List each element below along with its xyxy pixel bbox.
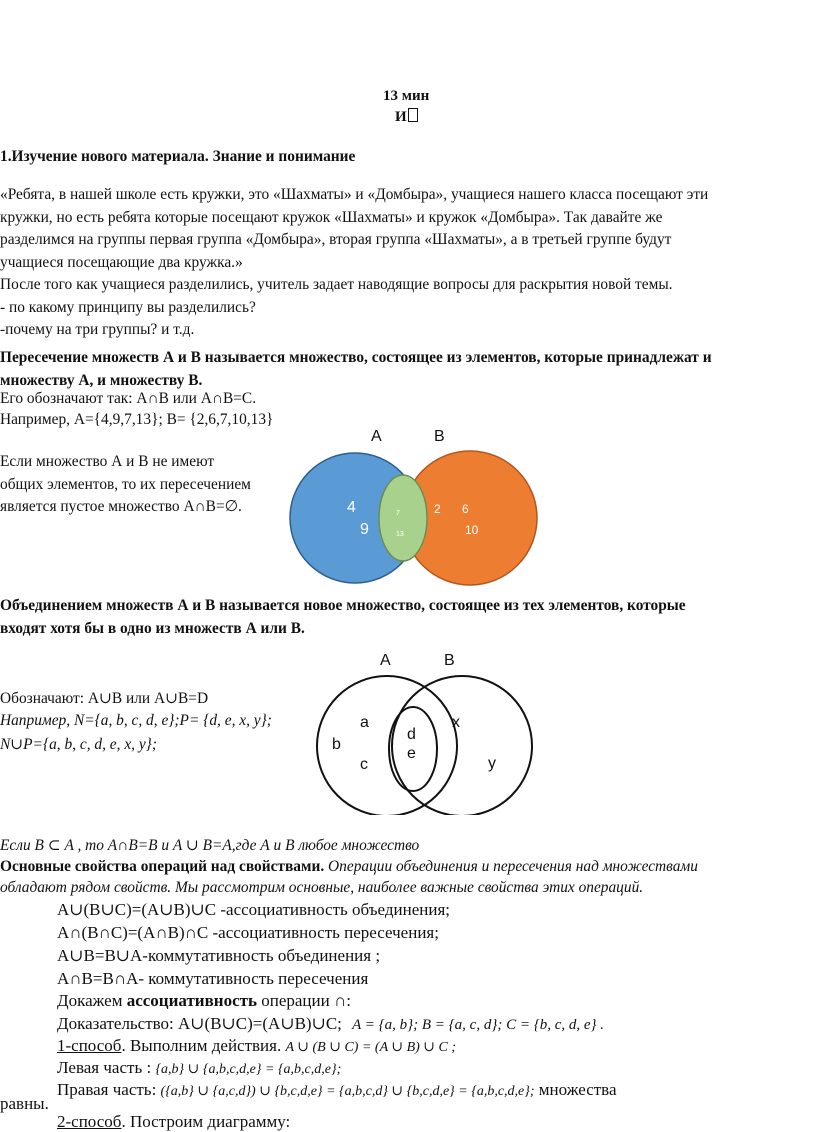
property-item: A∪(B∪C)=(A∪B)∪C -ассоциативность объединения; bbox=[57, 900, 450, 919]
element-e: e bbox=[407, 745, 416, 762]
intro-line: - по какому принципу вы разделились? bbox=[0, 298, 256, 316]
element-x: x bbox=[452, 714, 460, 731]
intro-line: учащиеся посещающие два кружка.» bbox=[0, 253, 243, 271]
element-6: 6 bbox=[462, 502, 469, 516]
properties-intro: Операции объединения и пересечения над множествами bbox=[324, 858, 698, 875]
set-a-label: A bbox=[371, 428, 382, 445]
duration-label: 13 мин bbox=[383, 88, 430, 104]
method-one-label: 1-способ bbox=[57, 1036, 122, 1055]
left-part-formula: {a,b} ∪ {a,b,c,d,e} = {a,b,c,d,e}; bbox=[155, 1062, 342, 1077]
intersection-example: Например, А={4,9,7,13}; В= {2,6,7,10,13} bbox=[0, 411, 274, 428]
method-two bbox=[57, 1112, 290, 1132]
element-13: 13 bbox=[396, 531, 404, 538]
definition-line: множеству А, и множеству В. bbox=[0, 371, 203, 389]
prove-keyword: ассоциативность bbox=[126, 991, 257, 1010]
left-part-label: Левая часть : bbox=[57, 1058, 152, 1077]
properties-intro-continued: обладают рядом свойств. Мы рассмотрим основные, наиболее важные свойства этих операций. bbox=[0, 879, 644, 896]
subset-statement: Если В ⊂ A , то A∩B=B и A ∪ B=A,где А и В любое множество bbox=[0, 837, 420, 854]
intersection-definition bbox=[0, 347, 812, 392]
method-one-formula: A ∪ (B ∪ C) = (A ∪ B) ∪ C ; bbox=[285, 1040, 457, 1055]
definition-line: Объединением множеств А и В называется новое множество, состоящее из тех элементов, которые bbox=[0, 597, 686, 614]
method-two-label: 2-способ bbox=[57, 1112, 122, 1131]
union-example: Например, N={a, b, c, d, e};P= {d, e, x, y}; bbox=[0, 712, 272, 729]
element-a: a bbox=[360, 714, 369, 731]
element-b: b bbox=[332, 736, 341, 753]
method-two-text: . Построим диаграмму: bbox=[121, 1112, 291, 1131]
note-line: Если множество А и В не имеют bbox=[0, 453, 215, 470]
element-9: 9 bbox=[360, 521, 369, 538]
proof-text: Доказательство: A∪(B∪C)=(A∪B)∪C; bbox=[57, 1014, 342, 1033]
intersection-notation: Его обозначают так: A∩B или A∩B=C. bbox=[0, 390, 257, 407]
intro-line: разделимся на группы первая группа «Домбыра», вторая группа «Шахматы», а в третьей группе будут bbox=[0, 231, 672, 248]
property-item: A∩B=B∩A- коммутативность пересечения bbox=[57, 969, 369, 988]
equal-word: равны. bbox=[0, 1094, 49, 1113]
method-one bbox=[57, 1036, 456, 1056]
element-d: d bbox=[407, 726, 416, 743]
element-2: 2 bbox=[434, 502, 441, 516]
header-mark bbox=[395, 108, 418, 126]
union-definition bbox=[0, 595, 812, 640]
union-venn-diagram bbox=[300, 645, 550, 815]
property-item: A∪B=B∪A-коммутативность объединения ; bbox=[57, 946, 381, 965]
header-mark-text: И bbox=[395, 109, 407, 125]
definition-line: входят хотя бы в одно из множеств А или В. bbox=[0, 619, 305, 637]
proof-sets: A = {a, b}; B = {a, c, d}; C = {b, c, d, e} . bbox=[352, 1017, 605, 1033]
method-one-text: . Выполним действия. bbox=[121, 1036, 282, 1055]
right-part-formula: ({a,b} ∪ {a,c,d}) ∪ {b,c,d,e} = {a,b,c,d} ∪ {b,c,d,e} = {a,b,c,d,e}; bbox=[160, 1084, 535, 1099]
right-part-tail: множества bbox=[538, 1080, 617, 1099]
element-c: c bbox=[360, 756, 368, 773]
intro-line: После того как учащиеся разделились, учитель задает наводящие вопросы для раскрытия новой темы. bbox=[0, 276, 673, 293]
definition-line: Пересечение множеств А и В называется множество, состоящее из элементов, которые принадлежат и bbox=[0, 349, 712, 366]
element-7: 7 bbox=[396, 510, 400, 517]
intersection-region bbox=[379, 475, 427, 561]
element-4: 4 bbox=[347, 499, 356, 516]
element-y: y bbox=[488, 755, 496, 772]
intro-line: -почему на три группы? и т.д. bbox=[0, 321, 195, 338]
prove-suffix: операции ∩: bbox=[256, 991, 351, 1010]
union-result: N∪P={a, b, c, d, e, x, y}; bbox=[0, 736, 157, 753]
intro-line: кружки, но есть ребята которые посещают кружок «Шахматы» и кружок «Домбыра». Так давайте же bbox=[0, 208, 663, 226]
properties-title: Основные свойства операций над свойствами. bbox=[0, 858, 325, 875]
set-a-label: A bbox=[380, 652, 391, 669]
prove-prefix: Докажем bbox=[57, 991, 127, 1010]
element-10: 10 bbox=[465, 523, 479, 537]
left-part bbox=[57, 1058, 341, 1078]
proof-intro bbox=[57, 991, 351, 1011]
set-b-label: B bbox=[434, 428, 445, 445]
note-line: является пустое множество A∩B=∅. bbox=[0, 498, 242, 515]
right-part bbox=[57, 1080, 617, 1100]
note-line: общих элементов, то их пересечением bbox=[0, 475, 251, 493]
right-part-label: Правая часть: bbox=[57, 1080, 157, 1099]
union-notation: Обозначают: A∪B или A∪B=D bbox=[0, 690, 209, 707]
properties-heading bbox=[0, 858, 698, 876]
set-b-label: B bbox=[444, 652, 455, 669]
intro-line: «Ребята, в нашей школе есть кружки, это «Шахматы» и «Домбыра», учащиеся нашего класса посещают эти bbox=[0, 186, 709, 203]
property-item: A∩(B∩C)=(A∩B)∩C -ассоциативность пересечения; bbox=[57, 923, 439, 942]
proof-line bbox=[57, 1014, 604, 1034]
section-title: 1.Изучение нового материала. Знание и понимание bbox=[0, 148, 356, 165]
intersection-venn-diagram bbox=[285, 420, 575, 590]
intro-paragraph bbox=[0, 184, 812, 342]
missing-glyph-icon bbox=[408, 108, 418, 122]
